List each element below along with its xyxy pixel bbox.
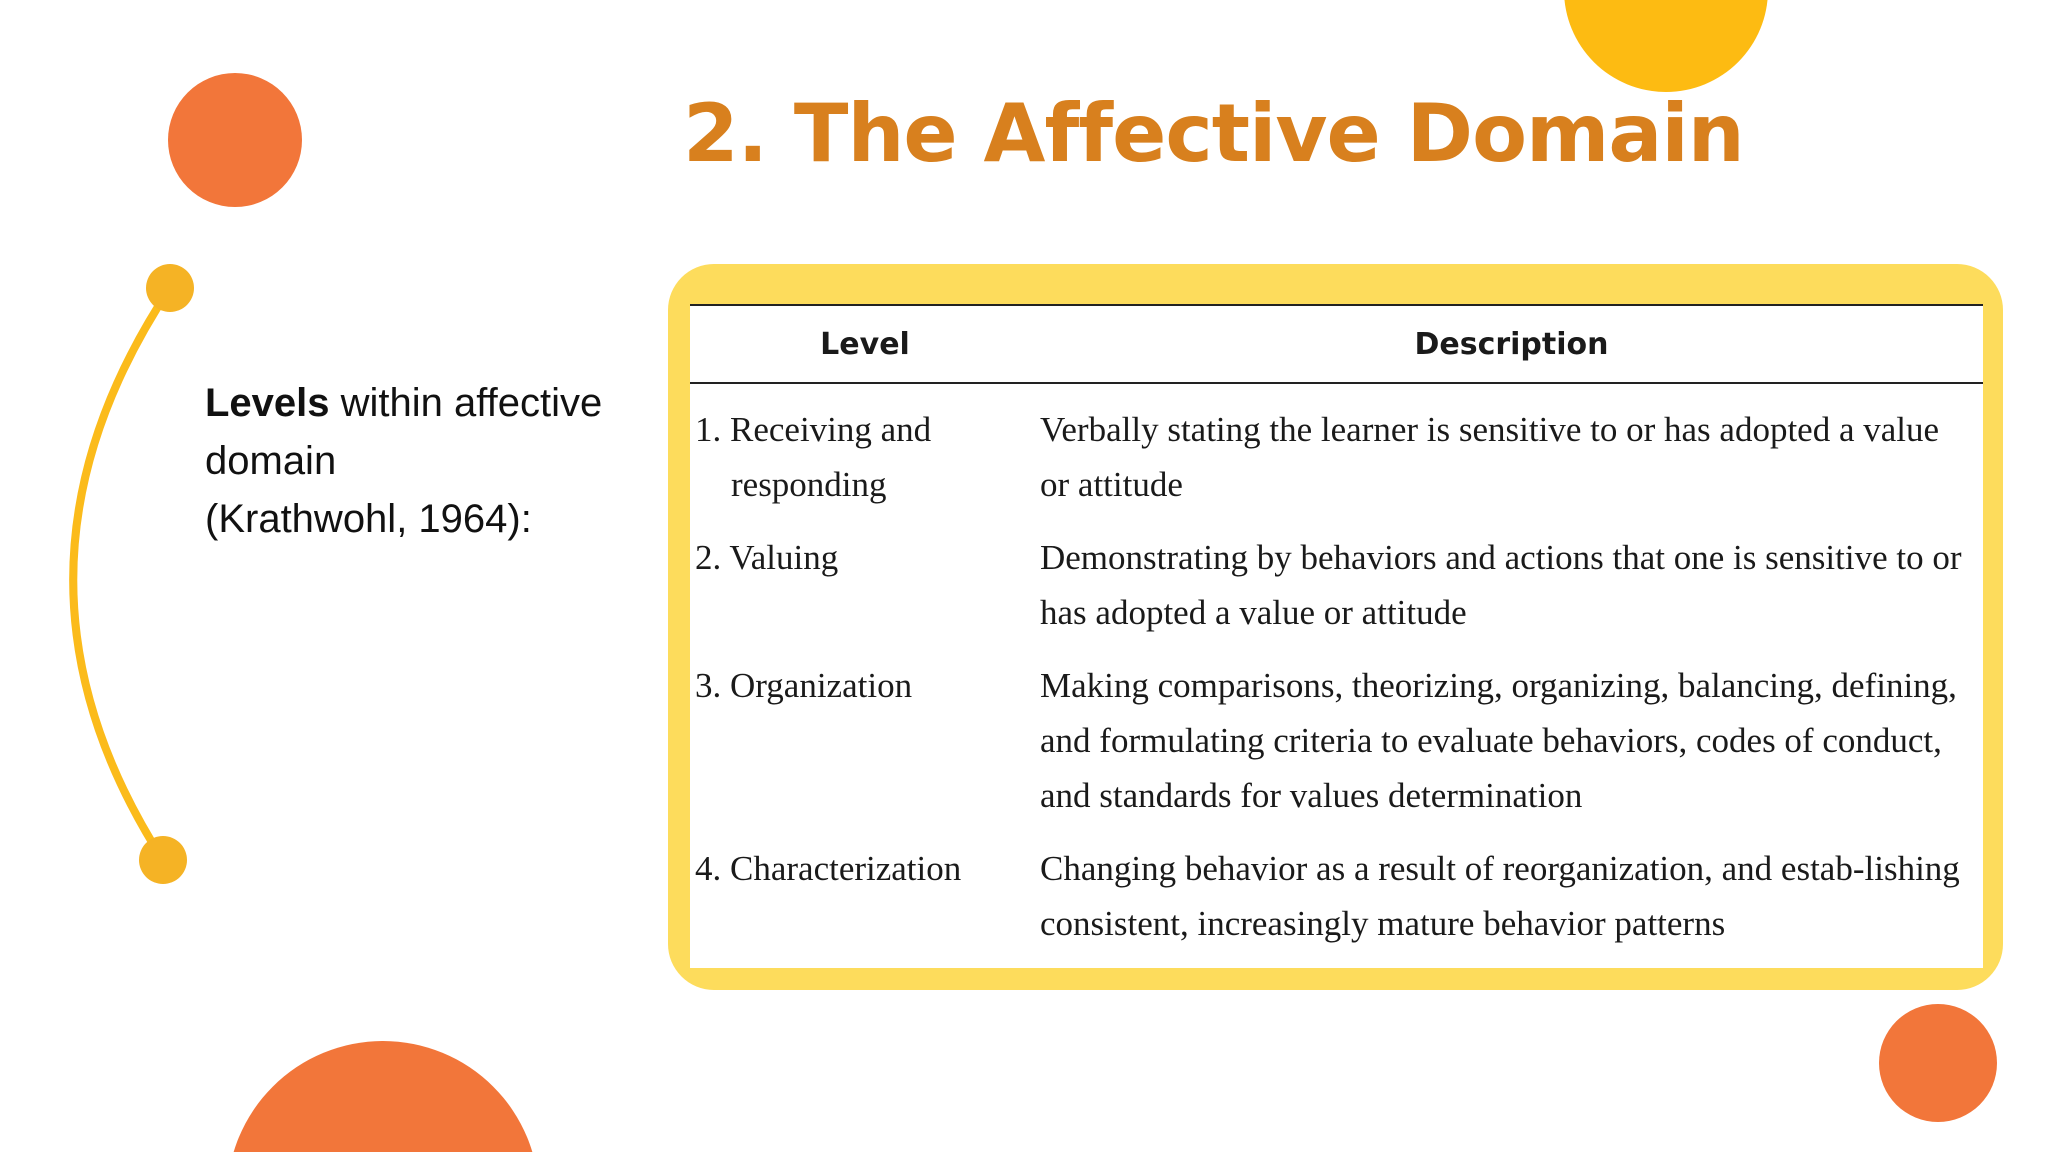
header-description: Description — [1040, 305, 1983, 383]
description-cell: Making comparisons, theorizing, organizing, balancing, defining, and formulating criteria to evaluate behaviors, codes of conduct, and standards for values determination — [1040, 666, 1957, 815]
intro-bold-word: Levels — [205, 381, 330, 425]
level-text: 1. Receiving and responding — [695, 410, 932, 504]
table-row — [690, 823, 1983, 951]
intro-line-1-rest: within affective — [329, 381, 603, 425]
table-row — [690, 512, 1983, 640]
table-row — [690, 640, 1983, 823]
description-cell: Demonstrating by behaviors and actions that one is sensitive to or has adopted a value or attitude — [1040, 538, 1962, 632]
arc-dot-top — [146, 264, 194, 312]
timeline-arc — [73, 288, 170, 860]
level-cell — [690, 823, 1040, 951]
page-title: 2. The Affective Domain — [683, 87, 1744, 180]
level-text: 2. Valuing — [695, 538, 839, 577]
intro-line-3: (Krathwohl, 1964): — [205, 497, 532, 541]
levels-intro-text — [205, 374, 645, 548]
table-header-row — [690, 305, 1983, 383]
orange-circle-top-left — [168, 73, 302, 207]
intro-line-2: domain — [205, 439, 337, 483]
affective-levels-table — [690, 304, 1983, 951]
arc-dot-bottom — [139, 836, 187, 884]
description-cell: Changing behavior as a result of reorganization, and estab-lishing consistent, increasingly mature behavior patterns — [1040, 849, 1960, 943]
level-text: 3. Organization — [695, 666, 913, 705]
yellow-circle-top — [1564, 0, 1768, 92]
orange-circle-bottom-right — [1879, 1004, 1997, 1122]
level-cell — [690, 512, 1040, 640]
level-text: 4. Characterization — [695, 849, 962, 888]
header-level: Level — [690, 305, 1040, 383]
table-container — [690, 304, 1983, 968]
description-cell: Verbally stating the learner is sensitive to or has adopted a value or attitude — [1040, 410, 1940, 504]
level-cell — [690, 640, 1040, 823]
intro-line-1 — [205, 374, 645, 432]
orange-circle-bottom-left — [227, 1041, 539, 1152]
table-row — [690, 383, 1983, 512]
level-cell — [690, 383, 1040, 512]
table-frame — [668, 264, 2003, 990]
